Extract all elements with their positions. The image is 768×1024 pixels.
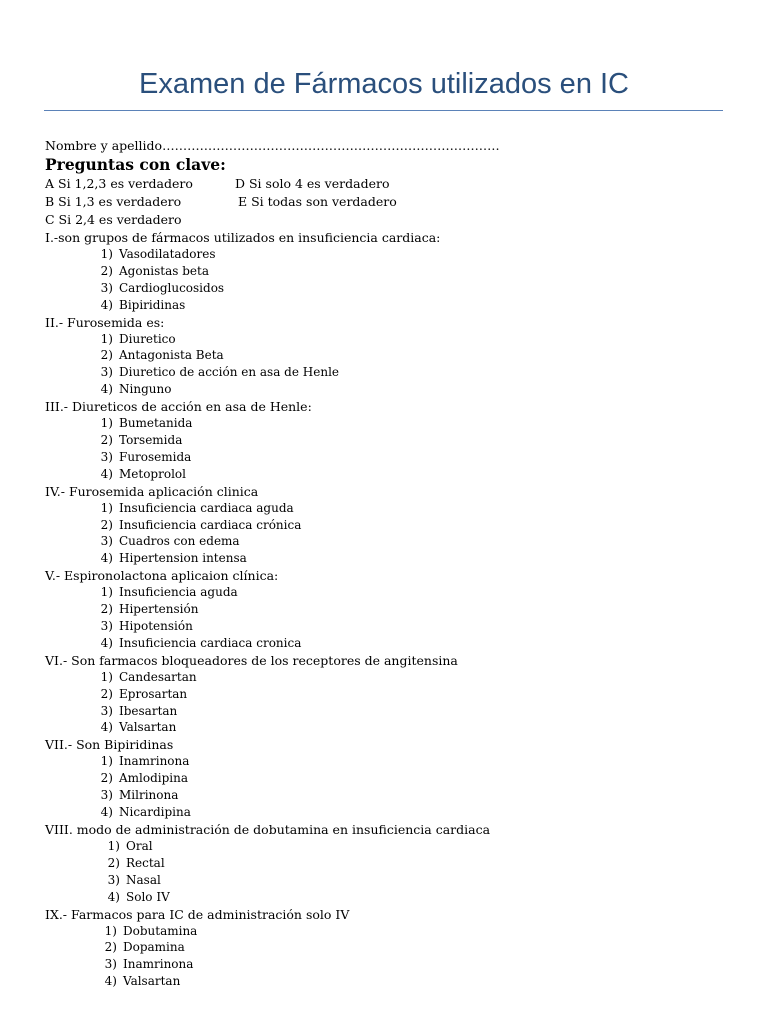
option-number: 1) <box>100 500 113 515</box>
option-label: Diuretico <box>119 331 176 346</box>
option-label: Amlodipina <box>119 771 189 786</box>
option-number: 1) <box>100 585 113 600</box>
option-label: Furosemida <box>119 449 192 464</box>
option-item <box>98 889 745 906</box>
option-number: 3) <box>100 619 113 634</box>
option-label: Ibesartan <box>119 703 178 718</box>
option-number: 1) <box>107 838 120 853</box>
name-line: Nombre y apellido……………………………………………………………………… <box>45 138 500 153</box>
option-label: Milrinona <box>119 788 179 803</box>
option-list <box>91 500 745 568</box>
option-item <box>91 635 745 652</box>
option-item <box>91 466 745 483</box>
option-item <box>98 872 745 889</box>
option-number: 4) <box>100 805 113 820</box>
option-item <box>91 297 745 314</box>
key-row-1 <box>45 175 745 193</box>
option-number: 2) <box>100 602 113 617</box>
question-block <box>45 652 745 737</box>
option-number: 3) <box>100 703 113 718</box>
question-list <box>45 229 745 990</box>
option-label: Metoprolol <box>119 466 186 481</box>
question-text: I.-son grupos de fármacos utilizados en insuficiencia cardiaca: <box>45 230 441 245</box>
option-number: 2) <box>100 433 113 448</box>
option-item <box>91 415 745 432</box>
question-block <box>45 906 745 991</box>
option-label: Insuficiencia cardiaca aguda <box>119 500 294 515</box>
option-number: 2) <box>107 855 120 870</box>
option-label: Dopamina <box>123 940 185 955</box>
option-number: 3) <box>100 788 113 803</box>
option-item <box>91 280 745 297</box>
option-list <box>91 584 745 652</box>
page-title: Examen de Fármacos utilizados en IC <box>139 68 629 100</box>
option-number: 3) <box>100 449 113 464</box>
option-list <box>91 246 745 314</box>
option-item <box>91 770 745 787</box>
option-item <box>91 449 745 466</box>
option-label: Bipiridinas <box>119 297 186 312</box>
question-block <box>45 736 745 821</box>
option-number: 4) <box>100 635 113 650</box>
question-block <box>45 229 745 314</box>
option-number: 2) <box>100 348 113 363</box>
key-b: B Si 1,3 es verdadero <box>45 194 182 209</box>
option-label: Inamrinona <box>123 957 194 972</box>
option-label: Nicardipina <box>119 805 191 820</box>
option-label: Diuretico de acción en asa de Henle <box>119 365 340 380</box>
option-number: 4) <box>100 551 113 566</box>
option-label: Hipotensión <box>119 619 193 634</box>
option-number: 1) <box>100 247 113 261</box>
option-label: Eprosartan <box>119 686 188 701</box>
option-number: 1) <box>100 331 113 346</box>
option-label: Vasodilatadores <box>119 247 216 261</box>
question-text: IX.- Farmacos para IC de administración solo IV <box>45 906 350 922</box>
key-row-2 <box>45 193 745 211</box>
option-label: Antagonista Beta <box>119 348 224 363</box>
option-number: 4) <box>107 889 120 904</box>
option-label: Dobutamina <box>123 923 198 938</box>
exam-body <box>45 137 745 990</box>
option-label: Cardioglucosidos <box>119 280 225 295</box>
question-block <box>45 821 745 906</box>
question-text: II.- Furosemida es: <box>45 314 165 330</box>
option-label: Insuficiencia cardiaca cronica <box>119 635 302 650</box>
option-label: Valsartan <box>119 720 177 735</box>
option-item <box>91 601 745 618</box>
question-block <box>45 483 745 568</box>
option-list <box>91 415 745 483</box>
option-item <box>91 669 745 686</box>
option-item <box>91 364 745 381</box>
question-block <box>45 398 745 483</box>
option-label: Insuficiencia cardiaca crónica <box>119 517 302 532</box>
key-row-3 <box>45 211 745 229</box>
option-label: Hipertension intensa <box>119 551 247 566</box>
option-number: 3) <box>100 365 113 380</box>
option-item <box>91 550 745 567</box>
option-number: 4) <box>104 974 117 989</box>
option-number: 1) <box>100 754 113 769</box>
option-item <box>91 381 745 398</box>
option-item <box>91 719 745 736</box>
option-item <box>91 686 745 703</box>
key-heading: Preguntas con clave: <box>45 155 226 174</box>
option-item <box>91 246 745 263</box>
option-list <box>91 331 745 399</box>
option-list <box>91 669 745 737</box>
key-a: A Si 1,2,3 es verdadero <box>45 176 193 191</box>
option-number: 4) <box>100 297 113 312</box>
question-text: IV.- Furosemida aplicación clinica <box>45 483 259 499</box>
option-item <box>95 956 745 973</box>
option-item <box>91 263 745 280</box>
option-item <box>91 787 745 804</box>
option-item <box>91 432 745 449</box>
option-label: Nasal <box>126 872 161 887</box>
option-label: Ninguno <box>119 382 172 397</box>
question-text: VII.- Son Bipiridinas <box>45 737 174 753</box>
option-item <box>95 923 745 940</box>
option-label: Cuadros con edema <box>119 534 240 549</box>
option-number: 4) <box>100 720 113 735</box>
option-number: 2) <box>104 940 117 955</box>
option-number: 1) <box>100 669 113 684</box>
option-list <box>98 838 745 906</box>
option-item <box>98 855 745 872</box>
option-item <box>91 500 745 517</box>
key-c: C Si 2,4 es verdadero <box>45 212 182 227</box>
question-text: III.- Diureticos de acción en asa de Henle: <box>45 399 312 415</box>
option-item <box>91 533 745 550</box>
option-item <box>98 838 745 855</box>
option-item <box>91 331 745 348</box>
option-number: 2) <box>100 771 113 786</box>
option-label: Rectal <box>126 855 165 870</box>
option-number: 4) <box>100 382 113 397</box>
option-number: 3) <box>107 872 120 887</box>
question-text: VI.- Son farmacos bloqueadores de los receptores de angitensina <box>45 652 458 668</box>
option-number: 1) <box>100 416 113 431</box>
option-label: Oral <box>126 838 153 853</box>
title-underline <box>44 110 723 111</box>
option-label: Candesartan <box>119 669 197 684</box>
option-number: 2) <box>100 686 113 701</box>
option-list <box>95 923 745 991</box>
option-number: 2) <box>100 517 113 532</box>
option-label: Bumetanida <box>119 416 193 431</box>
option-item <box>91 584 745 601</box>
option-item <box>91 347 745 364</box>
question-block <box>45 567 745 652</box>
option-list <box>91 753 745 821</box>
option-label: Agonistas beta <box>119 263 210 278</box>
key-d: D Si solo 4 es verdadero <box>235 176 390 191</box>
option-item <box>95 973 745 990</box>
option-number: 3) <box>100 280 113 295</box>
option-number: 4) <box>100 466 113 481</box>
option-item <box>91 804 745 821</box>
option-number: 3) <box>100 534 113 549</box>
option-item <box>91 753 745 770</box>
option-label: Insuficiencia aguda <box>119 585 238 600</box>
option-item <box>95 939 745 956</box>
option-item <box>91 517 745 534</box>
option-item <box>91 703 745 720</box>
question-block <box>45 314 745 399</box>
option-label: Torsemida <box>119 433 183 448</box>
question-text: V.- Espironolactona aplicaion clínica: <box>45 568 279 584</box>
key-e: E Si todas son verdadero <box>238 194 397 209</box>
option-label: Hipertensión <box>119 602 199 617</box>
option-label: Valsartan <box>123 974 181 989</box>
option-number: 2) <box>100 263 113 278</box>
option-number: 1) <box>104 923 117 938</box>
option-number: 3) <box>104 957 117 972</box>
question-text: VIII. modo de administración de dobutamina en insuficiencia cardiaca <box>45 821 491 837</box>
option-label: Solo IV <box>126 889 170 904</box>
option-label: Inamrinona <box>119 754 190 769</box>
option-item <box>91 618 745 635</box>
